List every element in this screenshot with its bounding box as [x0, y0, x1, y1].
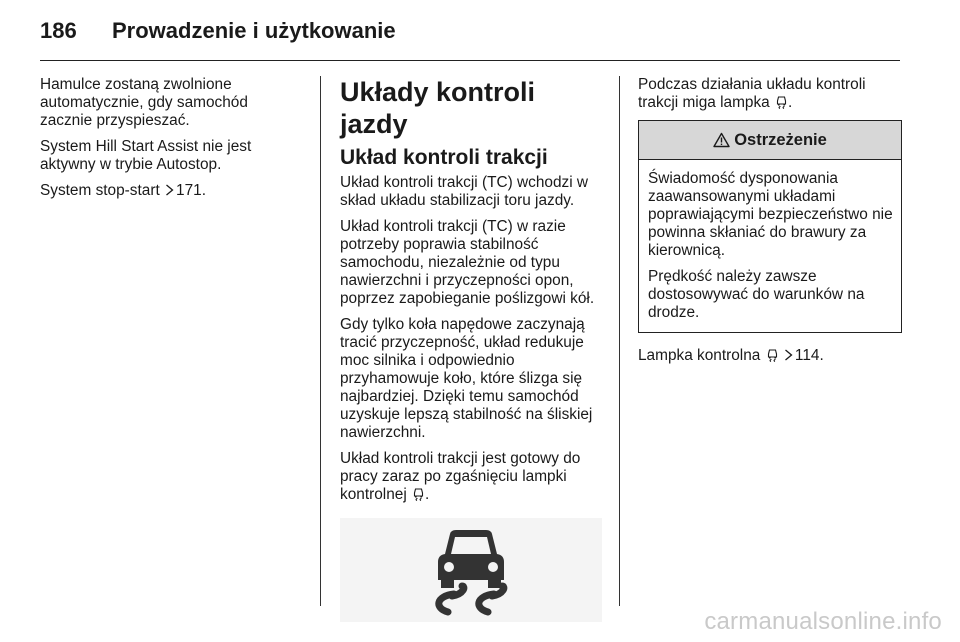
warning-triangle-icon [713, 132, 730, 148]
column-middle [340, 76, 604, 622]
page-title: Prowadzenie i użytkowanie [112, 18, 396, 43]
column-left [40, 76, 302, 208]
column-right [638, 76, 902, 373]
paragraph-text: Układ kontroli trakcji jest gotowy do pracy zaraz po zgaśnięciu lampki kontrolnej [340, 450, 581, 503]
paragraph [340, 450, 604, 504]
paragraph: Układ kontroli trakcji (TC) w razie potrzeby poprawia stabilność samochodu, niezależnie od typu nawierzchni i przyczepności opon, poprzez zapobieganie poślizgowi kół. [340, 218, 595, 307]
paragraph: Świadomość dysponowania zaawansowanymi układami poprawiającymi bezpieczeństwo nie powinna skłaniać do brawury za kierownicą. [648, 170, 893, 259]
watermark: carmanualsonline.info [704, 608, 942, 635]
paragraph-text: Lampka kontrolna [638, 347, 761, 364]
paragraph [40, 182, 302, 200]
traction-control-icon [767, 349, 778, 362]
page-number: 186 [40, 18, 77, 43]
paragraph-text: System stop-start [40, 182, 160, 199]
traction-control-icon [426, 524, 516, 616]
traction-control-icon [413, 488, 424, 501]
warning-header [639, 121, 901, 160]
paragraph [638, 76, 902, 112]
paragraph: System Hill Start Assist nie jest aktywny w trybie Autostop. [40, 138, 252, 173]
page-reference-icon [165, 184, 174, 196]
column-divider [619, 76, 620, 606]
subsection-heading: Układ kontroli trakcji [340, 146, 548, 169]
page-header [40, 18, 396, 48]
paragraph: Układ kontroli trakcji (TC) wchodzi w skład układu stabilizacji toru jazdy. [340, 174, 589, 209]
warning-body [639, 160, 901, 332]
page-reference-icon [784, 349, 793, 361]
header-divider [40, 60, 900, 61]
paragraph: Gdy tylko koła napędowe zaczynają tracić przyczepność, układ redukuje moc silnika i odpowiednio przyhamowuje koło, które ślizga się najbardziej. Dzięki temu samochód uzyskuje lepszą stabilność na śliskiej nawierzchni. [340, 316, 593, 441]
paragraph: Hamulce zostaną zwolnione automatycznie, gdy samochód zacznie przyspieszać. [40, 76, 248, 129]
section-heading: Układy kontroli jazdy [340, 77, 536, 139]
paragraph: Prędkość należy zawsze dostosowywać do warunków na drodze. [648, 268, 865, 321]
paragraph-text: . [425, 486, 430, 503]
warning-box [638, 120, 902, 333]
page-reference-link[interactable]: 171. [176, 182, 206, 199]
paragraph [638, 347, 902, 365]
paragraph-text: Podczas działania układu kontroli trakcji miga lampka [638, 76, 866, 111]
page-reference-link[interactable]: 114. [794, 347, 824, 364]
traction-control-icon [776, 96, 787, 109]
traction-control-illustration [340, 518, 602, 622]
warning-title: Ostrzeżenie [734, 131, 827, 149]
column-divider [320, 76, 321, 606]
paragraph-text: . [788, 94, 793, 111]
